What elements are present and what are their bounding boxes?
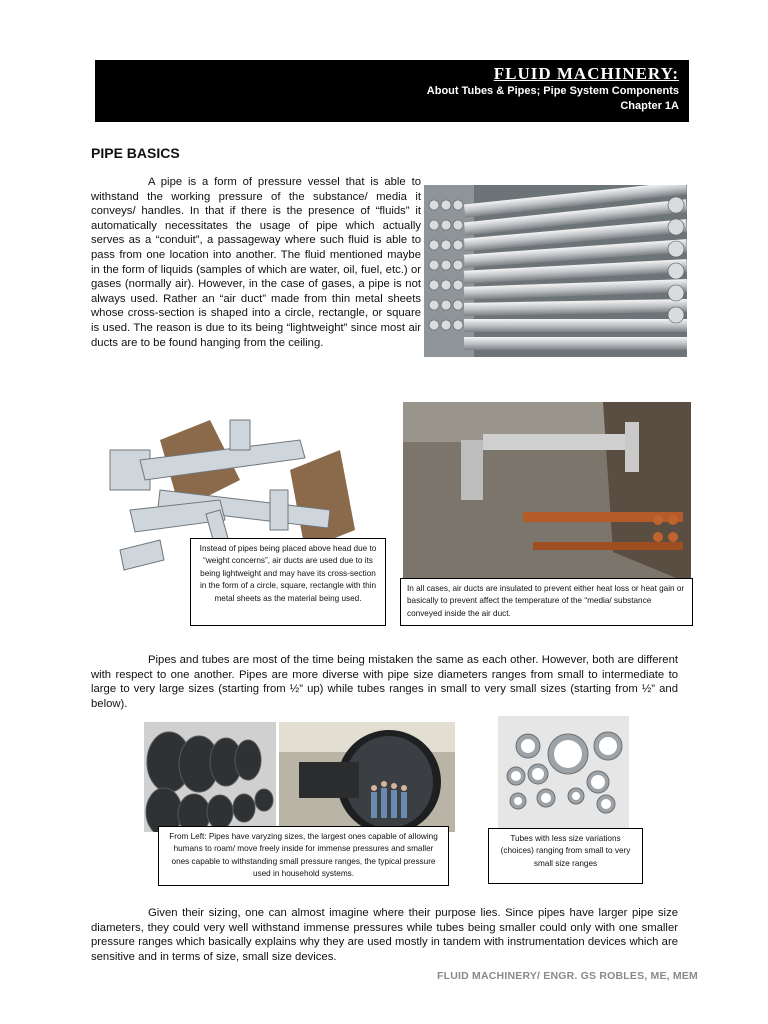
caption-pipe-sizes: From Left: Pipes have varyzing sizes, the largest ones capable of allowing humans to roam/ move freely inside for immense pressures and smaller ones capable to withstanding small pressure ranges, the typical pressure used in household systems. — [158, 826, 449, 886]
document-subtitle: About Tubes & Pipes; Pipe System Components — [426, 85, 679, 97]
small-tubes-photo — [498, 716, 629, 828]
stacked-pipes-photo — [424, 185, 687, 357]
header-bar — [95, 60, 689, 122]
chapter-label: Chapter 1A — [620, 100, 679, 112]
paragraph-pipe-basics: A pipe is a form of pressure vessel that is able to withstand the working pressure of the substance/ media it conveys/ handles. In that if there is the presence of “fluids” it automatically necessitates the usage of pipe which actually serves as a “conduit”, a passageway where such fluid is able to pass from one location into another. The fluid mentioned maybe in the form of liquids (samples of which are water, oil, fuel, etc.) or gases (normally air). However, in the case of gases, a pipe is not always used. Rather an “air duct” made from thin metal sheets whose cross-section is shaped into a circle, rectangle, or square is used. The reason is due to its being “lightweight” since most air ducts are to be found hanging from the ceiling. — [91, 176, 421, 349]
insulated-duct-photo — [403, 402, 691, 584]
caption-insulated-duct: In all cases, air ducts are insulated to prevent either heat loss or heat gain or basically to prevent affect the temperature of the “media/ substance conveyed inside the air duct. — [400, 578, 693, 626]
paragraph-sizing-purpose: Given their sizing, one can almost imagine where their purpose lies. Since pipes have larger pipe size diameters, they could very well withstand immense pressures while tubes being smaller could only with one smaller pressure ranges which basically explains why they are used mostly in tandem with instrumentation devices which are sensitive and in terms of size, small size devices. — [91, 907, 678, 963]
caption-duct-diagram: Instead of pipes being placed above head due to “weight concerns”, air ducts are used due to its being lightweight and may have its cross-section in the form of a circle, square, rectangle with thin metal sheets as the material being used. — [190, 538, 386, 626]
paragraph-pipes-vs-tubes: Pipes and tubes are most of the time being mistaken the same as each other. However, both are different with respect to one another. Pipes are more diverse with pipe size diameters ranges from small to intermediate to large to very large sizes (starting from ½” up) while tubes ranges in small to very small sizes (starting from ½” and below). — [91, 654, 678, 710]
section-heading: PIPE BASICS — [91, 145, 180, 161]
large-pipes-photo — [144, 722, 276, 832]
document-title: FLUID MACHINERY: — [493, 64, 679, 83]
giant-pipe-people-photo — [279, 722, 455, 832]
caption-tube-sizes: Tubes with less size variations (choices) ranging from small to very small size ranges — [488, 828, 643, 884]
page-footer: FLUID MACHINERY/ ENGR. GS ROBLES, ME, MEM — [437, 970, 698, 982]
